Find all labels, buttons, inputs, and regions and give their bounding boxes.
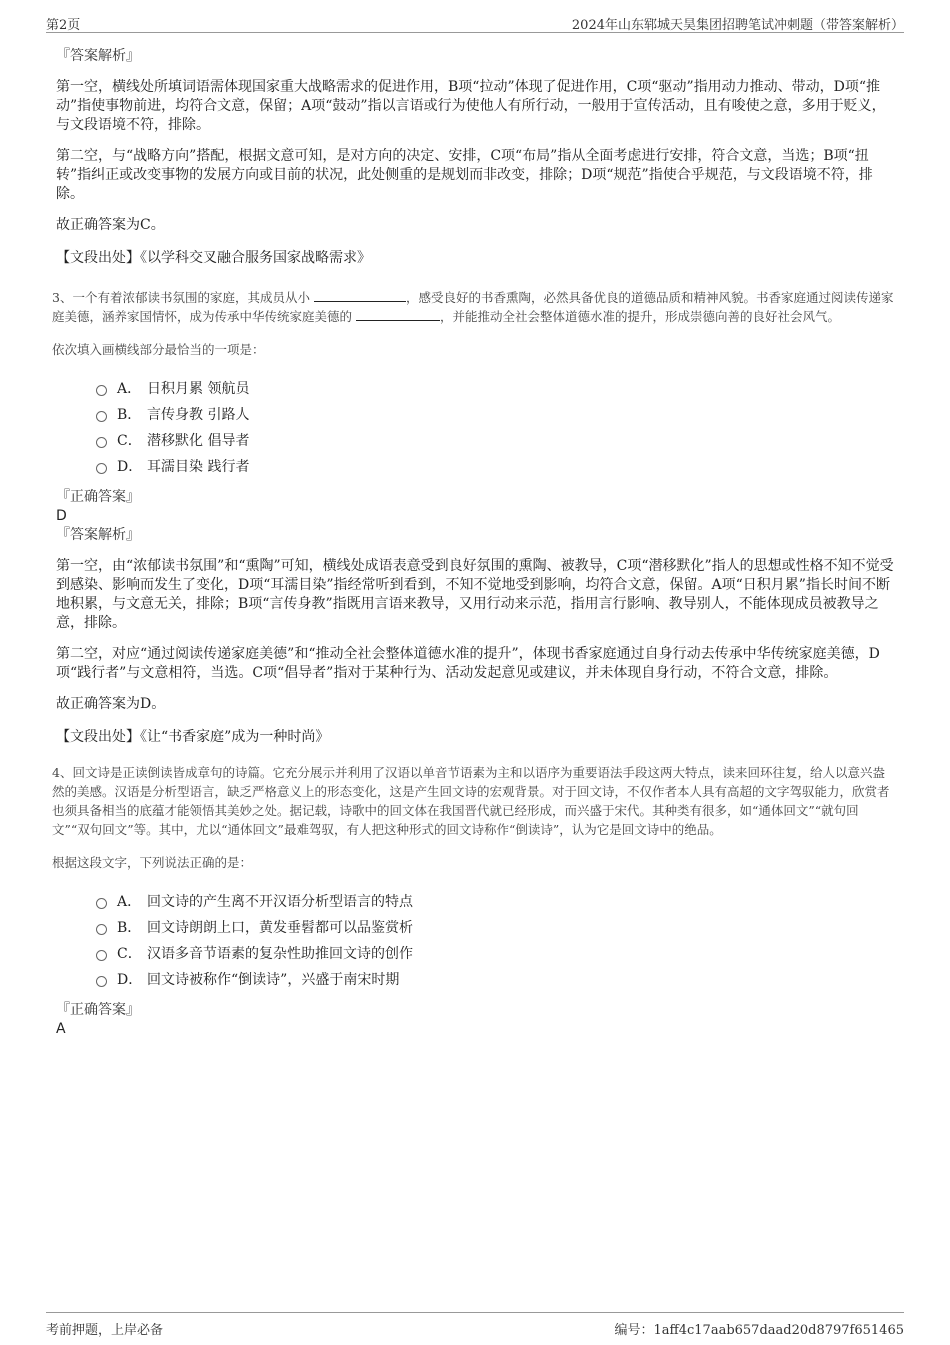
page-content xyxy=(52,46,896,1038)
q4-option-b[interactable]: B． 回文诗朗朗上口，黄发垂髫都可以品鉴赏析 xyxy=(56,914,896,940)
q3-options xyxy=(56,375,896,479)
q3-source: 【文段出处】《让“书香家庭”成为一种时尚》 xyxy=(56,729,330,745)
q3-option-d[interactable]: D． 耳濡目染 践行者 xyxy=(56,453,896,479)
q3-answer-label: 『正确答案』 xyxy=(56,489,140,505)
q2-analysis-label: 『答案解析』 xyxy=(56,48,140,64)
q3-analysis-p2: 第二空，对应“通过阅读传递家庭美德”和“推动全社会整体道德水准的提升”，体现书香家庭通过自身行动去传承中华传统家庭美德，D项“践行者”与文意相符，当选。C项“倡导者”指对于某种行为、活动发起意见或建议，并未体现自身行动，不符合文意，排除。 xyxy=(56,646,880,681)
q4-stem: 4、回文诗是正读倒读皆成章句的诗篇。它充分展示并利用了汉语以单音节语素为主和以语序为重要语法手段这两大特点，读来回环往复，给人以意兴盎然的美感。汉语是分析型语言，缺乏严格意义上的形态变化，这是产生回文诗的宏观背景。对于回文诗，不仅作者本人具有高超的文字驾驭能力，欣赏者也须具备相当的底蕴才能领悟其美妙之处。据记载，诗歌中的回文体在我国晋代就已经形成，而兴盛于宋代。其种类有很多，如“通体回文”“就句回文”“双句回文”等。其中，尤以“通体回文”最难驾驭，有人把这种形式的回文诗称作“倒读诗”，认为它是回文诗中的绝品。 xyxy=(52,765,890,837)
q3-stem xyxy=(52,288,896,326)
q3-option-a[interactable]: A． 日积月累 领航员 xyxy=(56,375,896,401)
document-title: 2024年山东郓城天昊集团招聘笔试冲刺题（带答案解析） xyxy=(571,18,904,33)
q3-blank-2 xyxy=(356,308,440,321)
q3-prompt: 依次填入画横线部分最恰当的一项是： xyxy=(52,342,265,357)
radio-icon[interactable] xyxy=(96,411,107,422)
q3-option-b[interactable]: B． 言传身教 引路人 xyxy=(56,401,896,427)
q3-conclusion: 故正确答案为D。 xyxy=(56,696,166,712)
q3-stem-part-b: ，感受良好的书香熏陶，必然具备优良的道德品质和精神风貌。书香家庭通过阅读传递家庭美德，涵养家国情怀，成为传承中华传统家庭美德的 xyxy=(52,290,894,324)
q3-blank-1 xyxy=(314,289,406,302)
footer-slogan: 考前押题，上岸必备 xyxy=(46,1323,164,1338)
q4-options xyxy=(56,888,896,992)
page-footer xyxy=(46,1312,904,1339)
q2-analysis-p1: 第一空，横线处所填词语需体现国家重大战略需求的促进作用，B项“拉动”体现了促进作用，C项“驱动”指用动力推动、带动，D项“推动”指使事物前进，均符合文意，保留；A项“鼓动”指以言语或行为使他人有所行动，一般用于宣传活动，且有唆使之意，多用于贬义，与文段语境不符，排除。 xyxy=(56,79,886,133)
radio-icon[interactable] xyxy=(96,924,107,935)
radio-icon[interactable] xyxy=(96,898,107,909)
q4-answer: A xyxy=(56,1021,66,1037)
radio-icon[interactable] xyxy=(96,976,107,987)
radio-icon[interactable] xyxy=(96,950,107,961)
page-header xyxy=(46,10,904,33)
q3-stem-part-c: ，并能推动全社会整体道德水准的提升，形成崇德向善的良好社会风气。 xyxy=(440,309,841,324)
q3-option-c[interactable]: C． 潜移默化 倡导者 xyxy=(56,427,896,453)
q3-analysis-p1: 第一空，由“浓郁读书氛围”和“熏陶”可知，横线处成语表意受到良好氛围的熏陶、被教导，C项“潜移默化”指人的思想或性格不知不觉受到感染、影响而发生了变化，D项“耳濡目染”指经常听到看到，不知不觉地受到影响，均符合文意，保留。A项“日积月累”指长时间不断地积累，与文意无关，排除；B项“言传身教”指既用言语来教导，又用行动来示范，指用言行影响、教导别人，不能体现成员被教导之意，排除。 xyxy=(56,558,894,631)
radio-icon[interactable] xyxy=(96,437,107,448)
q3-stem-part-a: 3、一个有着浓郁读书氛围的家庭，其成员从小 xyxy=(52,290,310,305)
q3-answer: D xyxy=(56,508,67,524)
q4-option-c[interactable]: C． 汉语多音节语素的复杂性助推回文诗的创作 xyxy=(56,940,896,966)
radio-icon[interactable] xyxy=(96,385,107,396)
document-code: 编号：1aff4c17aab657daad20d8797f651465 xyxy=(614,1323,904,1338)
q2-source: 【文段出处】《以学科交叉融合服务国家战略需求》 xyxy=(56,250,371,266)
q4-prompt: 根据这段文字，下列说法正确的是： xyxy=(52,855,253,870)
q4-answer-label: 『正确答案』 xyxy=(56,1002,140,1018)
q2-conclusion: 故正确答案为C。 xyxy=(56,217,165,233)
q3-analysis-label: 『答案解析』 xyxy=(56,527,140,543)
q2-analysis-p2: 第二空，与“战略方向”搭配，根据文意可知，是对方向的决定、安排，C项“布局”指从全面考虑进行安排，符合文意，当选；B项“扭转”指纠正或改变事物的发展方向或目前的状况，此处侧重的是规划而非改变，排除；D项“规范”指使合乎规范，与文段语境不符，排除。 xyxy=(56,148,873,202)
q4-option-d[interactable]: D． 回文诗被称作“倒读诗”，兴盛于南宋时期 xyxy=(56,966,896,992)
q4-option-a[interactable]: A． 回文诗的产生离不开汉语分析型语言的特点 xyxy=(56,888,896,914)
page-number: 第2页 xyxy=(46,18,81,33)
radio-icon[interactable] xyxy=(96,463,107,474)
